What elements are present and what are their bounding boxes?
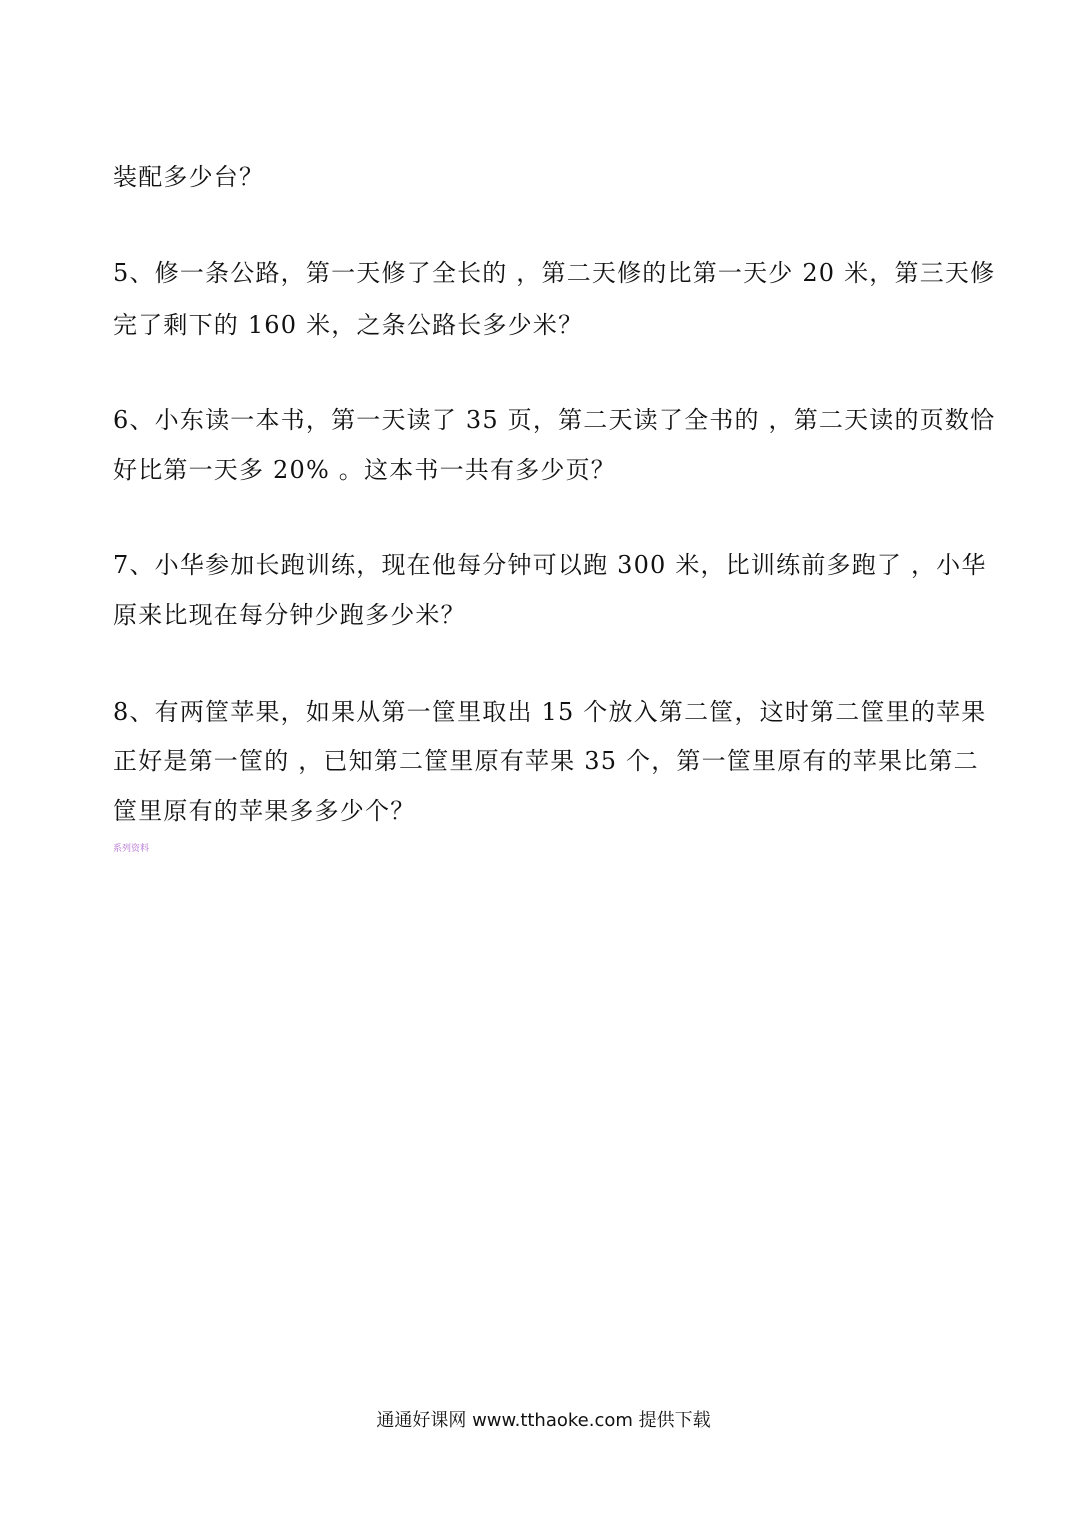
problem-7-line-2: 原来比现在每分钟少跑多少米？ [113,601,466,629]
problem-7-line-1: 7、小华参加长跑训练，现在他每分钟可以跑 300 米，比训练前多跑了 ，小华 [113,551,987,579]
problem-4-continuation: 装配多少台？ [113,163,265,191]
series-materials-note: 系列资料 [113,844,150,854]
problem-8-line-2: 正好是第一筐的 ，已知第二筐里原有苹果 35 个，第一筐里原有的苹果比第二 [113,747,979,775]
problem-6-line-2: 好比第一天多 20% 。这本书一共有多少页？ [113,456,617,484]
problem-8-line-3: 筐里原有的苹果多多少个？ [113,797,416,825]
page-footer: 通通好课网 www.tthaoke.com 提供下载 [376,1410,711,1431]
problem-8-line-1: 8、有两筐苹果，如果从第一筐里取出 15 个放入第二筐，这时第二筐里的苹果 [113,698,987,726]
problem-5-line-2: 完了剩下的 160 米，之条公路长多少米？ [113,311,584,339]
problem-6-line-1: 6、小东读一本书，第一天读了 35 页，第二天读了全书的 ，第二天读的页数恰 [113,406,996,434]
problem-5-line-1: 5、修一条公路，第一天修了全长的 ，第二天修的比第一天少 20 米，第三天修 [113,259,996,287]
